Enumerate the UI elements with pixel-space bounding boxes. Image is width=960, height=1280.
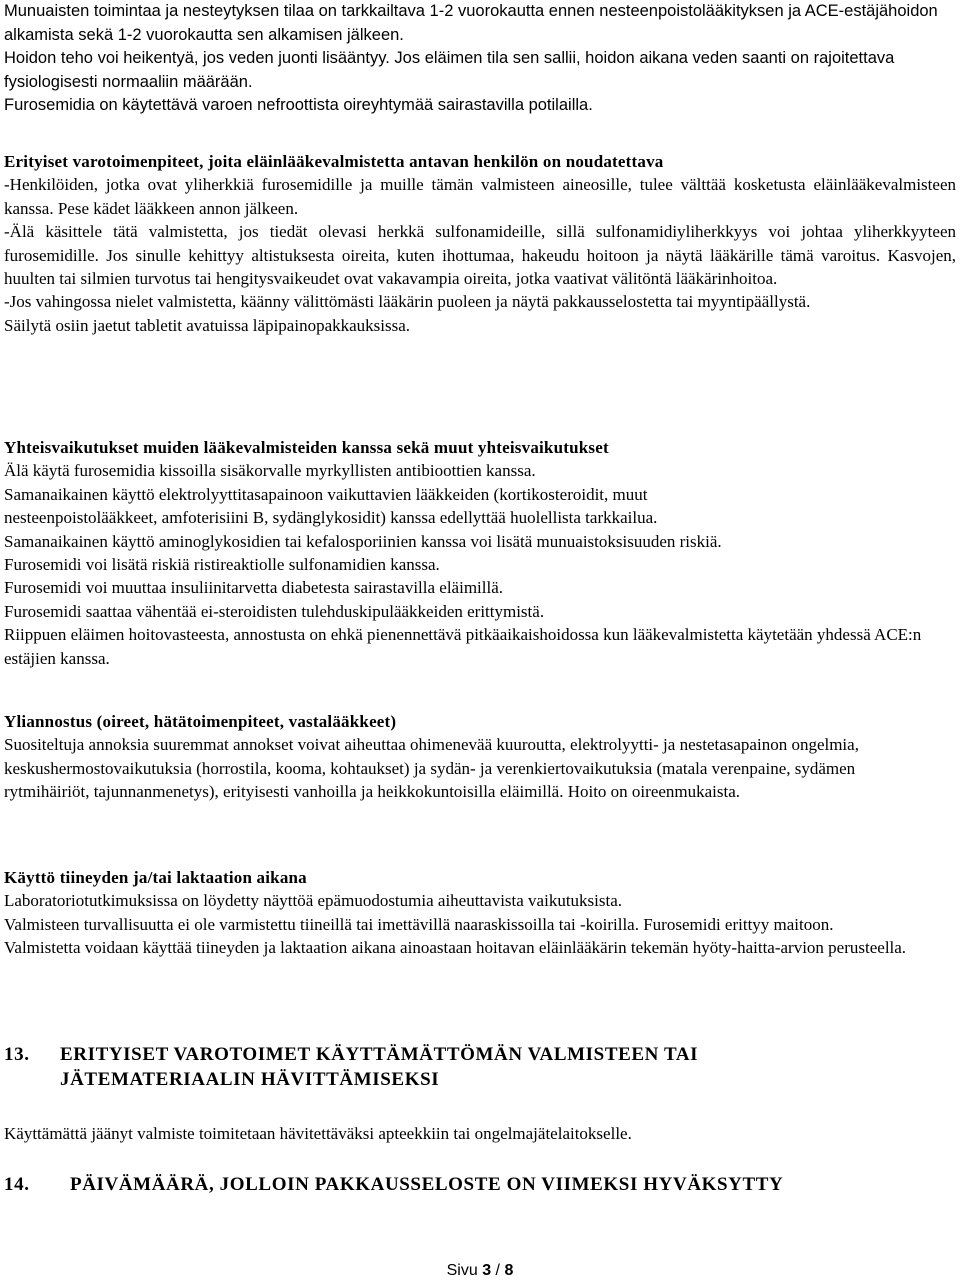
paragraph: Valmistetta voidaan käyttää tiineyden ja laktaation aikana ainoastaan hoitavan eläinlääkärin tekemän hyöty-haitta-arvion perusteella. [4,938,907,958]
paragraph: Suositeltuja annoksia suuremmat annokset voivat aiheuttaa ohimenevää kuuroutta, elektrolyytti- ja nestetasapainon ongelmia, keskushermostovaikutuksia (horrostila, kooma, kohtaukset) ja sydän- ja verenkiertovaikutuksia (matala verenpaine, sydämen rytmihäiriöt, tajunnanmenetys), erityisesti vanhoilla ja heikkokuntoisilla eläimillä. Hoito on oireenmukaista. [4,735,859,802]
paragraph: Furosemidi saattaa vähentää ei-steroidisten tulehduskipulääkkeiden erittymistä. [4,601,545,621]
paragraph: -Henkilöiden, jotka ovat yliherkkiä furosemidille ja muille tämän valmisteen aineosille, tulee välttää kosketusta eläinlääkevalmisteen kanssa. Pese kädet lääkkeen annon jälkeen. [4,175,956,218]
paragraph: Valmisteen turvallisuutta ei ole varmistettu tiineillä tai imettävillä naaraskissoilla tai -koirilla. Furosemidi erittyy maitoon. [4,914,834,934]
section-13-heading [4,1042,954,1094]
pregnancy-section [4,866,956,960]
section-heading: Yliannostus (oireet, hätätoimenpiteet, vastalääkkeet) [4,712,397,731]
page-separator: / [491,1262,505,1279]
special-precautions-section [4,150,956,337]
paragraph: -Jos vahingossa nielet valmistetta, käänny välittömästi lääkärin puoleen ja näytä pakkausselostetta tai myyntipäällystä. [4,292,811,312]
paragraph: Samanaikainen käyttö elektrolyyttitasapainoon vaikuttavien lääkkeiden (kortikosteroidit, muut nesteenpoistolääkkeet, amfoterisiini B, sydänglykosidit) kanssa edellyttää huolellista tarkkailua. [4,484,658,528]
paragraph: -Älä käsittele tätä valmistetta, jos tiedät olevasi herkkä sulfonamideille, sillä sulfonamidiyliherkkyys voi johtaa yliherkkyyteen furosemidille. Jos sinulle kehittyy altistuksesta oireita, kuten ihottumaa, hakeudu hoitoon ja näytä lääkärille tämä varoitus. Kasvojen, huulten tai silmien turvotus tai hengitysvaikeudet ovat vakavampia oireita, jotka vaativat välitöntä lääkärinhoitoa. [4,222,956,289]
paragraph: Samanaikainen käyttö aminoglykosidien tai kefalosporiinien kanssa voi lisätä munuaistoksisuuden riskiä. [4,531,722,551]
interactions-section [4,436,956,670]
paragraph: Älä käytä furosemidia kissoilla sisäkorvalle myrkyllisten antibioottien kanssa. [4,461,536,481]
section-13-body [4,1122,956,1145]
current-page: 3 [482,1262,492,1279]
section-title [60,1042,698,1092]
total-pages: 8 [504,1262,514,1279]
section-title-line: ERITYISET VAROTOIMET KÄYTTÄMÄTTÖMÄN VALMISTEEN TAI [60,1044,699,1065]
section-heading: Käyttö tiineyden ja/tai laktaation aikana [4,868,307,887]
section-14-heading [4,1172,954,1198]
section-number: 13. [4,1044,30,1065]
section-title-line: JÄTEMATERIAALIN HÄVITTÄMISEKSI [60,1069,440,1090]
paragraph: Munuaisten toimintaa ja nesteytyksen tilaa on tarkkailtava 1-2 vuorokautta ennen nesteenpoistolääkityksen ja ACE-estäjähoidon alkamista sekä 1-2 vuorokautta sen alkamisen jälkeen. [4,2,938,44]
section-number: 14. [4,1174,30,1195]
section-heading: Yhteisvaikutukset muiden lääkevalmisteiden kanssa sekä muut yhteisvaikutukset [4,438,609,457]
page-label: Sivu [446,1262,483,1279]
paragraph: Käyttämättä jäänyt valmiste toimitetaan hävitettäväksi apteekkiin tai ongelmajätelaitokselle. [4,1124,632,1143]
paragraph: Laboratoriotutkimuksissa on löydetty näyttöä epämuodostumia aiheuttavista vaikutuksista. [4,891,623,911]
section-heading: Erityiset varotoimenpiteet, joita eläinlääkevalmistetta antavan henkilön on noudatettava [4,152,664,171]
section-title: PÄIVÄMÄÄRÄ, JOLLOIN PAKKAUSSELOSTE ON VIIMEKSI HYVÄKSYTTY [70,1174,784,1195]
paragraph: Furosemidi voi lisätä riskiä ristireaktiolle sulfonamidien kanssa. [4,555,440,575]
paragraph: Hoidon teho voi heikentyä, jos veden juonti lisääntyy. Jos eläimen tila sen sallii, hoidon aikana veden saanti on rajoitettava fysiologisesti normaaliin määrään. [4,49,895,91]
paragraph: Furosemidia on käytettävä varoen nefroottista oireyhtymää sairastavilla potilailla. [4,96,593,114]
paragraph: Säilytä osiin jaetut tabletit avatuissa läpipainopakkauksissa. [4,315,411,335]
intro-text [4,0,956,118]
overdose-section [4,710,956,804]
page-number-footer [0,1262,960,1280]
paragraph: Furosemidi voi muuttaa insuliinitarvetta diabetesta sairastavilla eläimillä. [4,578,504,598]
paragraph: Riippuen eläimen hoitovasteesta, annostusta on ehkä pienennettävä pitkäaikaishoidossa kun lääkevalmistetta käytetään yhdessä ACE:n estäjien kanssa. [4,625,922,668]
